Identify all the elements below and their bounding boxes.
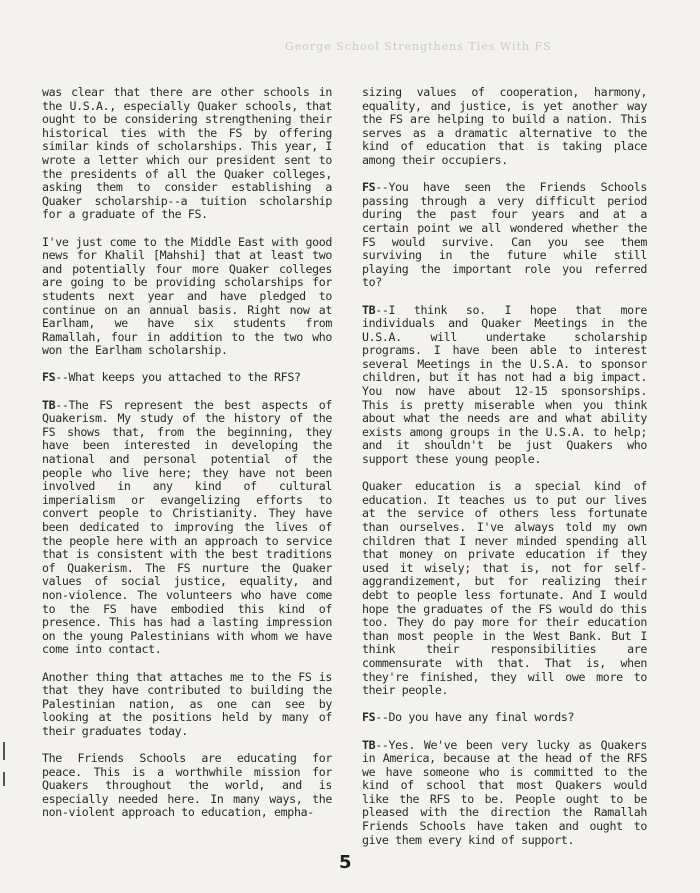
paragraph <box>362 711 647 725</box>
paragraph <box>42 371 332 385</box>
paragraph-text: I've just come to the Middle East with good news for Khalil [Mahshi] that at least two and potentially four more Quaker colleges are going to be providing scholarships for students next year and have pledged to continue on an annual basis. Right now at Earlham, we have six students from Ramallah, four in addition to the two who won the Earlham scholarship. <box>42 234 332 358</box>
scan-artifact-line <box>3 772 5 786</box>
paragraph <box>42 399 332 657</box>
paragraph <box>42 236 332 358</box>
paragraph-text: Quaker education is a special kind of education. It teaches us to put our lives at the service of others less fortunate than ourselves. I've always told my own children that I never minded spending all that money on private education if they used it wisely; that is, not for self-aggrandizement, but for realizing their debt to people less fortunate. And I would hope the graduates of the FS would do this too. They do pay more for their education than most people in the West Bank. But I think their responsibilities are commensurate with that. That is, when they're finished, they will owe more to their people. <box>362 479 647 698</box>
speaker-label: TB <box>42 397 56 412</box>
paragraph-text: Another thing that attaches me to the FS is that they have contributed to building the Palestinian nation, as one can see by looking at the positions held by many of their graduates today. <box>42 669 332 738</box>
paragraph-text: sizing values of cooperation, harmony, equality, and justice, is yet another way the FS are helping to build a nation. This serves as a dramatic alternative to the kind of education that is taking place among their occupiers. <box>362 85 647 167</box>
page-number: 5 <box>339 852 352 873</box>
paragraph-text: --The FS represent the best aspects of Quakerism. My study of the history of the FS shows that, from the beginning, they have been interested in developing the national and personal potential of the people who live here; they have not been involved in any kind of cultural imperialism or evangelizing efforts to convert people to Christianity. They have been dedicated to improving the lives of the people here with an approach to service that is consistent with the best traditions of Quakerism. The FS nurture the Quaker values of social justice, equality, and non-violence. The volunteers who have come to the FS have embodied this kind of presence. This has had a lasting impression on the young Palestinians with whom we have come into contact. <box>42 397 332 657</box>
speaker-label: TB <box>362 302 376 317</box>
paragraph-text: --I think so. I hope that more individuals and Quaker Meetings in the U.S.A. will undertake scholarship programs. I have been able to interest several Meetings in the U.S.A. to sponsor children, but it has not had a big impact. You now have about 12-15 sponsorships. This is pretty miserable when you think about what the needs are and what ability exists among groups in the U.S.A. to help; and it shouldn't be just Quakers who support these young people. <box>362 302 647 467</box>
scan-artifact-line <box>3 742 5 760</box>
paragraph-text: --Yes. We've been very lucky as Quakers in America, because at the head of the RFS we have someone who is committed to the kind of school that most Quakers would like the RFS to be. People ought to be pleased with the direction the Ramallah Friends Schools have taken and ought to give them every kind of support. <box>362 737 647 847</box>
paragraph-text: The Friends Schools are educating for peace. This is a worthwhile mission for Quakers throughout the world, and is especially needed here. In many ways, the non-violent approach to education, empha- <box>42 751 332 820</box>
paragraph <box>362 739 647 848</box>
paragraph <box>362 86 647 168</box>
paragraph <box>362 480 647 698</box>
paragraph-text: --You have seen the Friends Schools passing through a very difficult period during the past four years and at a certain point we all wondered whether the FS would survive. Can you see them surviving in the future while still playing the important role you referred to? <box>362 180 647 290</box>
paragraph-text: --What keeps you attached to the RFS? <box>55 370 301 385</box>
faint-running-header: George School Strengthens Ties With FS <box>285 40 552 53</box>
speaker-label: FS <box>362 710 376 725</box>
paragraph-text: was clear that there are other schools in the U.S.A., especially Quaker schools, that ought to be considering strengthening their historical ties with the FS by offering similar kinds of scholarships. This year, I wrote a letter which our president sent to the presidents of all the Quaker colleges, asking them to consider establishing a Quaker scholarship--a tuition scholarship for a graduate of the FS. <box>42 85 332 222</box>
paragraph <box>362 304 647 467</box>
left-column <box>42 86 332 834</box>
speaker-label: FS <box>362 180 376 195</box>
paragraph <box>42 752 332 820</box>
paragraph <box>362 181 647 290</box>
speaker-label: FS <box>42 370 56 385</box>
paragraph-text: --Do you have any final words? <box>375 710 575 725</box>
paragraph <box>42 671 332 739</box>
speaker-label: TB <box>362 737 376 752</box>
right-column <box>362 86 647 861</box>
paragraph <box>42 86 332 222</box>
